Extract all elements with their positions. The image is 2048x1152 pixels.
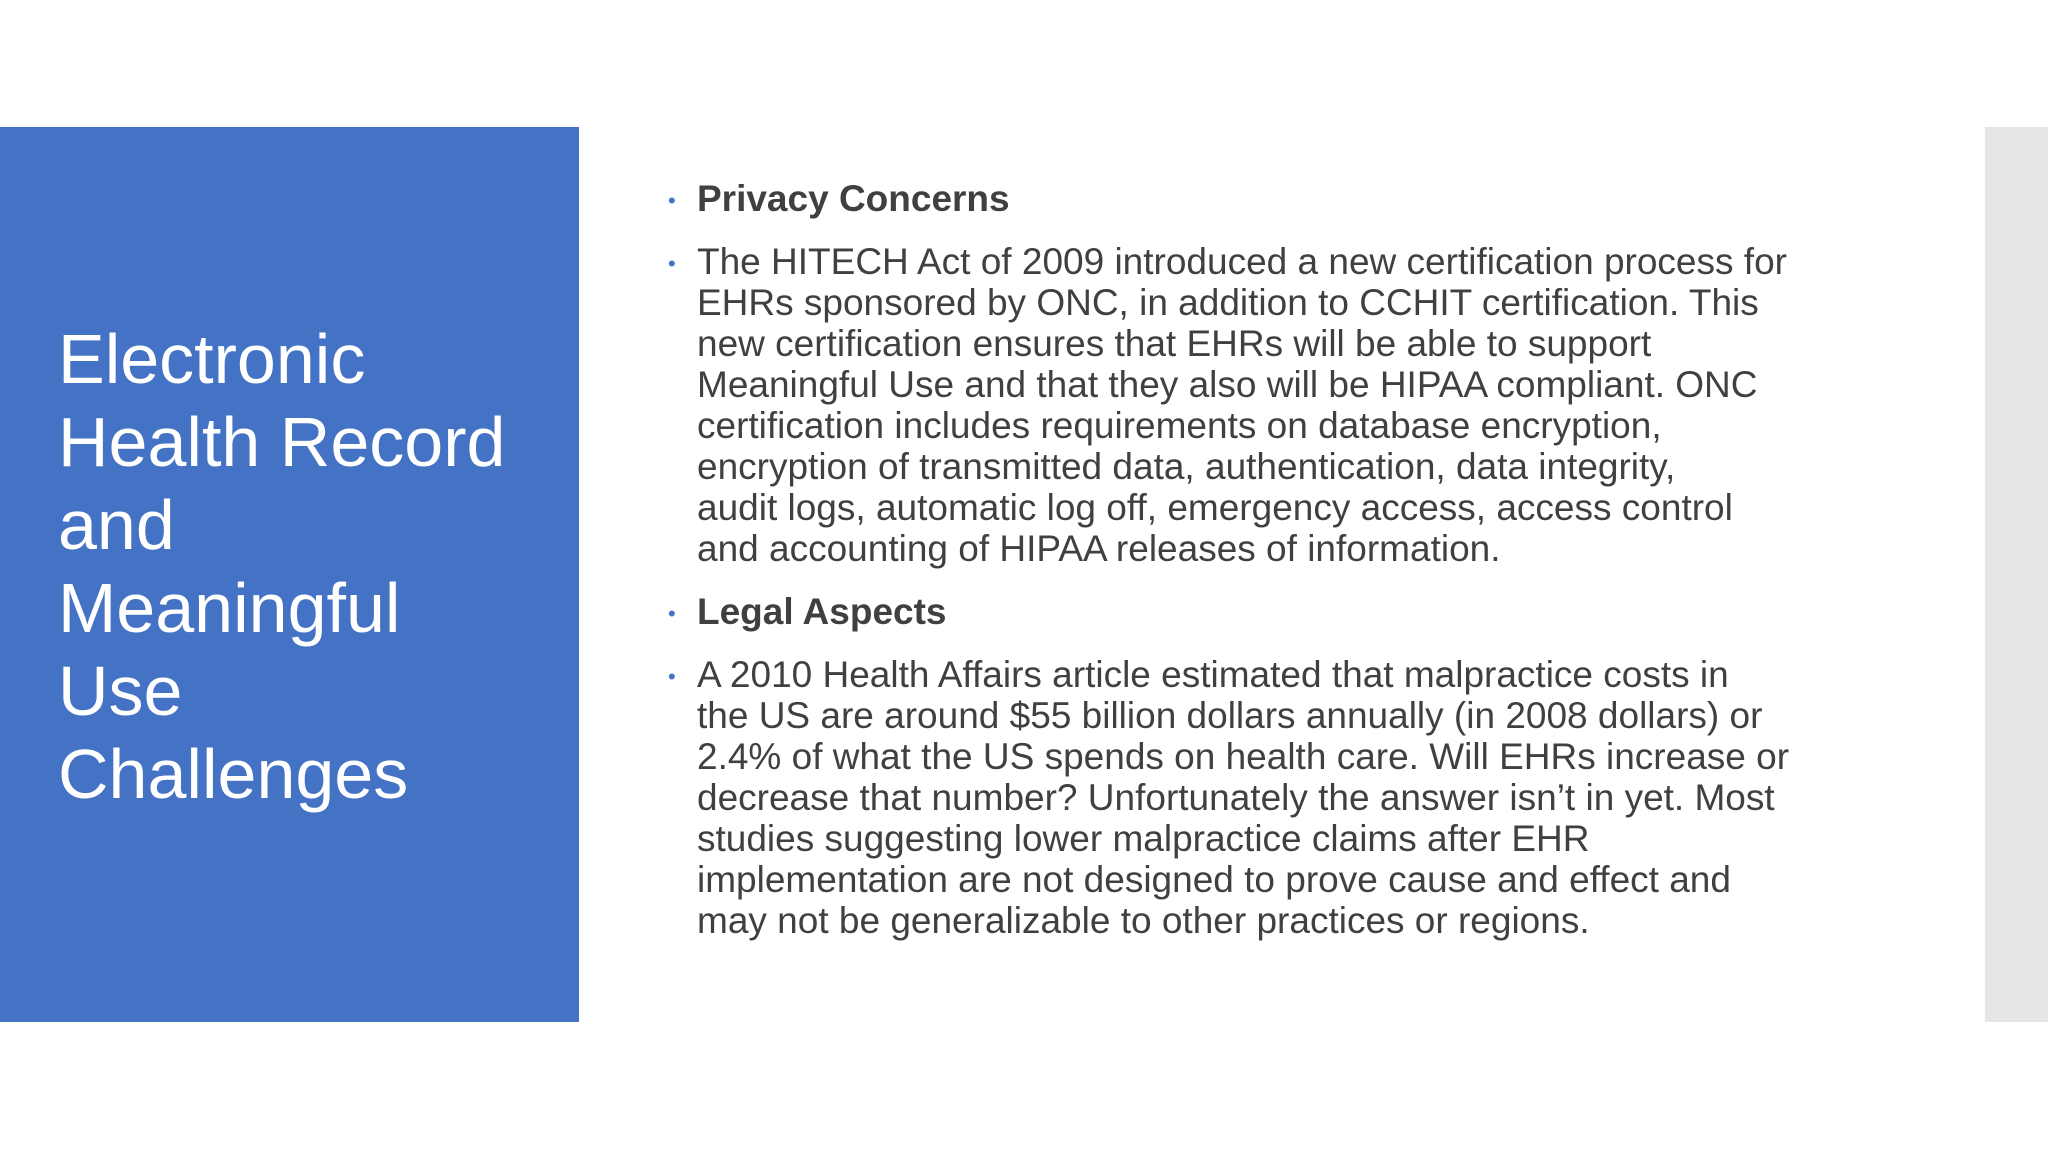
bullet-privacy-concerns-heading: [662, 178, 1892, 219]
bullet-body-line: certification includes requirements on database encryption,: [697, 405, 1662, 446]
bullet-body-line: 2.4% of what the US spends on health care. Will EHRs increase or: [697, 736, 1790, 777]
bullet-body-line: may not be generalizable to other practices or regions.: [697, 900, 1590, 941]
bullet-dot-icon: •: [668, 664, 676, 689]
slide-title-line: Electronic: [58, 320, 366, 398]
bullet-body-line: encryption of transmitted data, authentication, data integrity,: [697, 446, 1676, 487]
bullet-body-line: Meaningful Use and that they also will be HIPAA compliant. ONC: [697, 364, 1758, 405]
bullet-body-text: [697, 241, 1892, 569]
bullet-body-line: new certification ensures that EHRs will be able to support: [697, 323, 1652, 364]
bullet-heading-text: Legal Aspects: [697, 591, 947, 632]
bullet-body-line: EHRs sponsored by ONC, in addition to CCHIT certification. This: [697, 282, 1759, 323]
bullet-body-line: The HITECH Act of 2009 introduced a new certification process for: [697, 241, 1787, 282]
right-side-panel: [1985, 127, 2048, 1022]
bullet-legal-aspects-body: [662, 654, 1892, 941]
bullet-body-line: A 2010 Health Affairs article estimated that malpractice costs in: [697, 654, 1729, 695]
slide-title-line: Challenges: [58, 735, 409, 813]
slide-title-line: Use: [58, 652, 183, 730]
bullet-legal-aspects-heading: [662, 591, 1892, 632]
slide-title: [58, 318, 558, 816]
slide-title-line: Health Record: [58, 403, 506, 481]
bullet-body-line: the US are around $55 billion dollars annually (in 2008 dollars) or: [697, 695, 1763, 736]
bullet-body-line: implementation are not designed to prove cause and effect and: [697, 859, 1731, 900]
bullet-list: [662, 178, 1892, 963]
slide-title-line: and: [58, 486, 175, 564]
bullet-privacy-concerns-body: [662, 241, 1892, 569]
bullet-body-text: [697, 654, 1892, 941]
bullet-dot-icon: •: [668, 188, 676, 213]
bullet-body-line: studies suggesting lower malpractice claims after EHR: [697, 818, 1590, 859]
bullet-heading-text: Privacy Concerns: [697, 178, 1010, 219]
bullet-body-line: and accounting of HIPAA releases of information.: [697, 528, 1501, 569]
bullet-dot-icon: •: [668, 601, 676, 626]
bullet-dot-icon: •: [668, 251, 676, 276]
bullet-body-line: decrease that number? Unfortunately the answer isn’t in yet. Most: [697, 777, 1775, 818]
slide-title-line: Meaningful: [58, 569, 401, 647]
bullet-body-line: audit logs, automatic log off, emergency access, access control: [697, 487, 1733, 528]
